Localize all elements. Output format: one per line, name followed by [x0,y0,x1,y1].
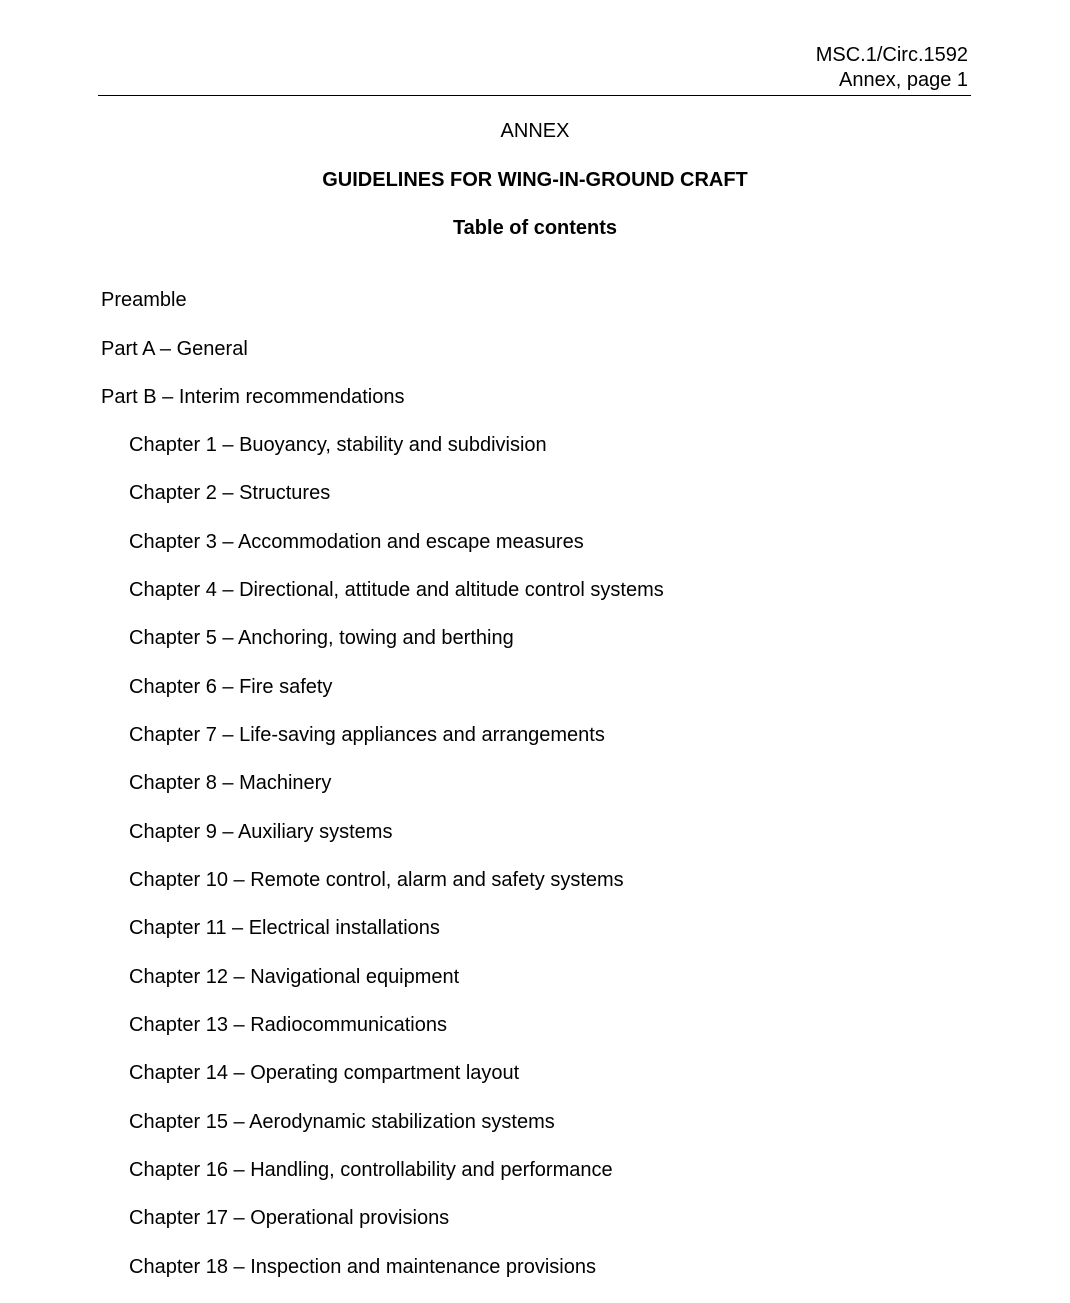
toc-entry-chapter-16[interactable]: Chapter 16 – Handling, controllability and performance [129,1159,613,1181]
document-reference: MSC.1/Circ.1592 [815,44,968,66]
toc-entry-chapter-3[interactable]: Chapter 3 – Accommodation and escape measures [129,531,584,553]
toc-entry-chapter-12[interactable]: Chapter 12 – Navigational equipment [129,966,460,988]
toc-entry-chapter-14[interactable]: Chapter 14 – Operating compartment layout [129,1062,520,1084]
toc-entry-chapter-9[interactable]: Chapter 9 – Auxiliary systems [129,821,393,843]
page-reference: Annex, page 1 [839,69,968,91]
toc-entry-chapter-5[interactable]: Chapter 5 – Anchoring, towing and berthing [129,627,514,649]
toc-title: Table of contents [452,217,618,239]
toc-entry-preamble[interactable]: Preamble [101,289,187,311]
annex-label: ANNEX [500,120,570,142]
toc-entry-chapter-2[interactable]: Chapter 2 – Structures [129,482,331,504]
toc-entry-chapter-7[interactable]: Chapter 7 – Life-saving appliances and arrangements [129,724,605,746]
toc-entry-chapter-8[interactable]: Chapter 8 – Machinery [129,772,332,794]
toc-entry-chapter-1[interactable]: Chapter 1 – Buoyancy, stability and subdivision [129,434,547,456]
toc-entry-chapter-6[interactable]: Chapter 6 – Fire safety [129,676,333,698]
toc-entry-chapter-15[interactable]: Chapter 15 – Aerodynamic stabilization systems [129,1111,555,1133]
toc-entry-chapter-10[interactable]: Chapter 10 – Remote control, alarm and safety systems [129,869,624,891]
toc-entry-chapter-4[interactable]: Chapter 4 – Directional, attitude and altitude control systems [129,579,664,601]
toc-entry-chapter-17[interactable]: Chapter 17 – Operational provisions [129,1207,450,1229]
toc-entry-chapter-18[interactable]: Chapter 18 – Inspection and maintenance provisions [129,1256,596,1278]
toc-entry-part-b[interactable]: Part B – Interim recommendations [101,386,405,408]
toc-entry-chapter-13[interactable]: Chapter 13 – Radiocommunications [129,1014,447,1036]
toc-entry-chapter-11[interactable]: Chapter 11 – Electrical installations [129,917,440,939]
document-title: GUIDELINES FOR WING-IN-GROUND CRAFT [322,169,748,191]
toc-entry-part-a[interactable]: Part A – General [101,338,248,360]
